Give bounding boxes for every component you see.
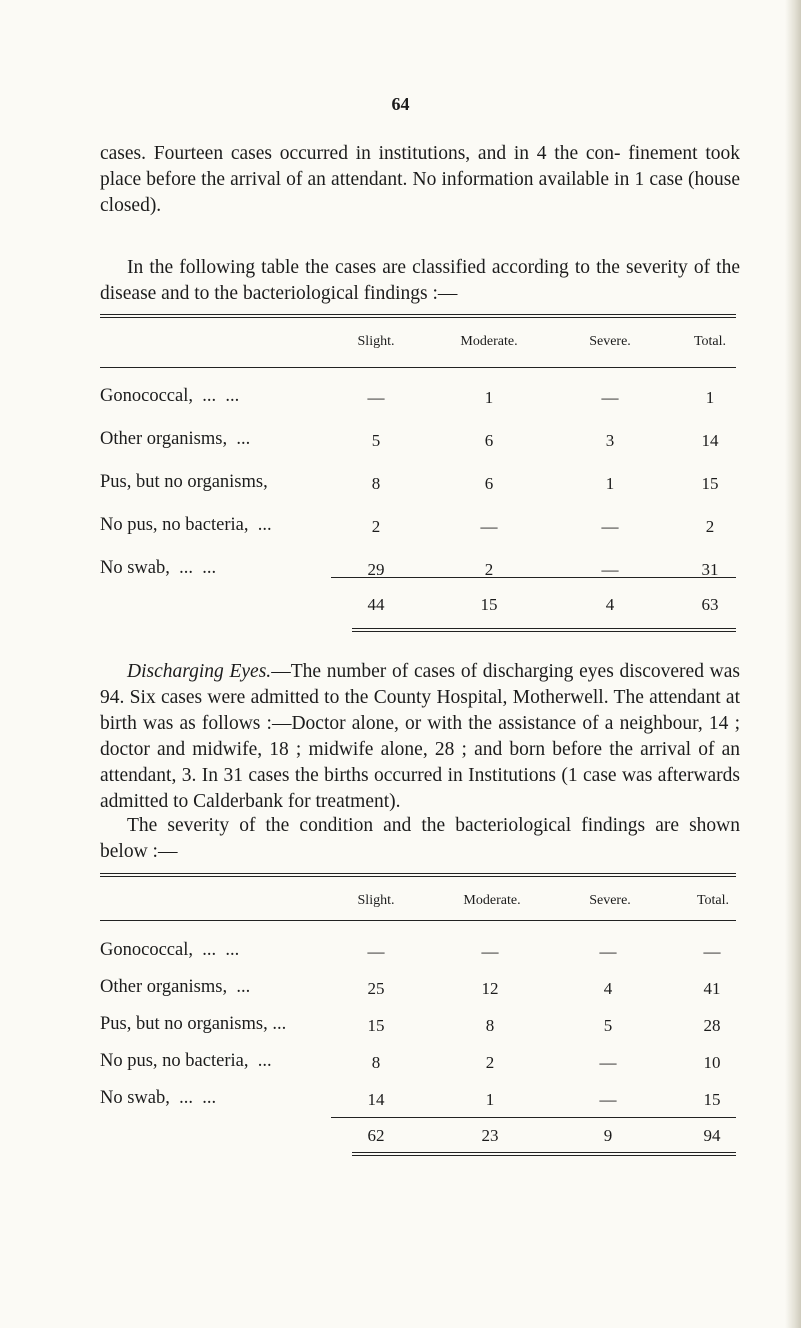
paragraph-body: —The number of cases of discharging eyes discovered was 94. Six cases were admitted to the County Hospital, Motherwell. The attendant at birth was as follows :—Doctor alone, or with the assistance of a neighbour, 14 ; doctor and midwife, 18 ; midwife alone, 28 ; and born before the arrival of an attendant, 3. In 31 cases the births occurred in Institutions (1 case was afterwards admitted to Calderbank for treatment). (100, 661, 741, 812)
row-label: No pus, no bacteria, ... (100, 1051, 272, 1071)
cell-slight: 8 (371, 1053, 381, 1072)
row-label: Other organisms, ... (100, 977, 251, 997)
col-header-severe: Severe. (589, 893, 631, 908)
table-top-rule (100, 873, 736, 877)
cell-total: — (703, 942, 721, 961)
cell-severe: — (601, 517, 619, 536)
cell-severe: — (599, 942, 617, 961)
col-header-total: Total. (693, 334, 727, 349)
cell-slight: 15 (367, 1016, 385, 1035)
cell-moderate: — (480, 517, 498, 536)
col-header-slight: Slight. (357, 893, 395, 908)
total-severe: 9 (603, 1126, 613, 1145)
cell-total: 1 (705, 388, 715, 407)
total-moderate: 15 (480, 595, 498, 614)
cell-severe: — (601, 560, 619, 579)
row-label: No swab, ... ... (100, 558, 217, 578)
total-severe: 4 (605, 595, 615, 614)
cell-total: 15 (701, 474, 719, 493)
cell-slight: — (367, 388, 385, 407)
cell-moderate: 1 (485, 1090, 495, 1109)
cell-moderate: 12 (481, 979, 499, 998)
cell-total: 15 (703, 1090, 721, 1109)
table-header-rule (100, 367, 736, 368)
col-header-moderate: Moderate. (463, 893, 521, 908)
col-header-severe: Severe. (589, 334, 631, 349)
total-slight: 62 (367, 1126, 385, 1145)
cell-moderate: 6 (484, 431, 494, 450)
section-heading: Discharging Eyes. (127, 661, 272, 682)
cell-total: 10 (703, 1053, 721, 1072)
cell-slight: 29 (367, 560, 385, 579)
cell-severe: 5 (603, 1016, 613, 1035)
cell-moderate: — (481, 942, 499, 961)
cell-total: 31 (701, 560, 719, 579)
total-moderate: 23 (481, 1126, 499, 1145)
row-label: Gonococcal, ... ... (100, 386, 240, 406)
table-top-rule (100, 314, 736, 318)
col-header-total: Total. (696, 893, 730, 908)
cell-moderate: 2 (485, 1053, 495, 1072)
paragraph-intro: cases. Fourteen cases occurred in institutions, and in 4 the con- finement took place before the arrival of an attendant. No information available in 1 case (house closed). (100, 143, 740, 216)
cell-total: 41 (703, 979, 721, 998)
row-label: Pus, but no organisms, ... (100, 1014, 287, 1034)
totals-rule (331, 577, 736, 578)
row-label: No pus, no bacteria, ... (100, 515, 272, 535)
row-label: Gonococcal, ... ... (100, 940, 240, 960)
cell-moderate: 6 (484, 474, 494, 493)
cell-slight: — (367, 942, 385, 961)
table-header-rule (100, 920, 736, 921)
cell-moderate: 8 (485, 1016, 495, 1035)
page-number: 64 (391, 94, 410, 114)
cell-slight: 25 (367, 979, 385, 998)
col-header-slight: Slight. (357, 334, 395, 349)
cell-severe: 1 (605, 474, 615, 493)
col-header-moderate: Moderate. (460, 334, 518, 349)
table-bottom-rule (352, 628, 736, 632)
row-label: Other organisms, ... (100, 429, 251, 449)
cell-slight: 14 (367, 1090, 385, 1109)
cell-severe: — (601, 388, 619, 407)
cell-severe: 4 (603, 979, 613, 998)
page-edge-shadow (785, 0, 801, 1328)
cell-moderate: 2 (484, 560, 494, 579)
row-label: Pus, but no organisms, (100, 472, 268, 492)
cell-slight: 5 (371, 431, 381, 450)
cell-total: 2 (705, 517, 715, 536)
cell-total: 14 (701, 431, 719, 450)
cell-severe: — (599, 1090, 617, 1109)
totals-rule (331, 1117, 736, 1118)
cell-slight: 8 (371, 474, 381, 493)
total-all: 63 (701, 595, 719, 614)
table-bottom-rule (352, 1152, 736, 1156)
paragraph-discharging-eyes (100, 659, 740, 815)
paragraph-table2-intro: The severity of the condition and the bacteriological findings are shown below :— (100, 815, 740, 862)
total-all: 94 (703, 1126, 721, 1145)
cell-severe: 3 (605, 431, 615, 450)
paragraph-table1-intro: In the following table the cases are classified according to the severity of the disease and to the bacteriological findings :— (100, 257, 740, 304)
cell-slight: 2 (371, 517, 381, 536)
cell-moderate: 1 (484, 388, 494, 407)
total-slight: 44 (367, 595, 385, 614)
row-label: No swab, ... ... (100, 1088, 217, 1108)
cell-severe: — (599, 1053, 617, 1072)
cell-total: 28 (703, 1016, 721, 1035)
